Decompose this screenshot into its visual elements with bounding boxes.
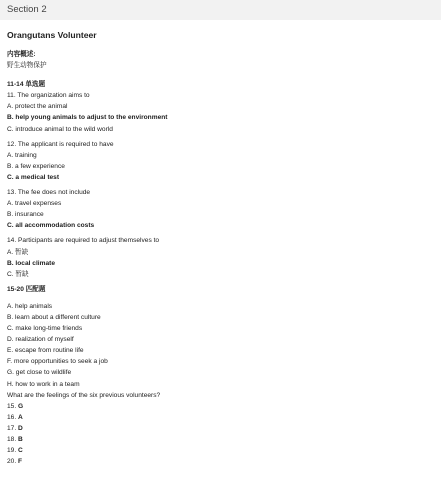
question-option: C. introduce animal to the wild world [7,125,113,133]
part2-answer-list [7,401,435,468]
part1-header: 11-14 单选题 [7,81,46,89]
answer-value: F [18,458,23,466]
summary-label: 内容概述: [7,51,36,58]
question-block [7,235,435,279]
question-stem: 13. The fee does not include [7,189,91,197]
question-stem: 12. The applicant is required to have [7,140,114,148]
answer-value: B [18,436,23,443]
answer-number: 16. [7,413,17,421]
summary-text: 野生动物保护 [7,62,47,70]
section-title: Section 2 [7,4,47,15]
answer-row [7,412,435,423]
matching-option: A. help animals [7,302,53,310]
answer-row [7,434,435,445]
answer-row [7,445,435,456]
matching-option: G. get close to wildlife [7,369,72,377]
answer-number: 17. [7,424,17,432]
question-block [7,187,435,231]
answer-value: A [18,413,23,421]
matching-option: F. more opportunities to seek a job [7,358,108,366]
question-stem: 11. The organization aims to [7,92,90,100]
section-header [0,0,441,20]
matching-option: B. learn about a different culture [7,313,101,321]
question-option: A. 暂缺 [7,248,29,256]
document-title: Orangutans Volunteer [7,30,97,40]
question-stem: 14. Participants are required to adjust themselves to [7,237,160,245]
answer-value: C [18,447,23,455]
document-content [7,30,435,467]
answer-row [7,456,435,467]
question-option: C. 暂缺 [7,270,29,278]
question-block [7,139,435,183]
matching-option: H. how to work in a team [7,380,80,388]
part2-header: 15-20 匹配题 [7,285,46,293]
correct-option: C. all accommodation costs [7,222,95,230]
question-option: B. insurance [7,211,44,219]
question-block [7,90,435,134]
answer-row [7,423,435,434]
answer-value: G [18,402,24,410]
part2-question: What are the feelings of the six previous volunteers? [7,391,161,399]
answer-row [7,401,435,412]
matching-option: C. make long-time friends [7,325,83,333]
matching-option: E. escape from routine life [7,347,84,355]
question-option: A. travel expenses [7,200,62,208]
answer-number: 19. [7,447,17,455]
question-option: A. protect the animal [7,103,68,111]
answer-number: 18. [7,436,17,443]
question-option: B. a few experience [7,162,65,170]
correct-option: C. a medical test [7,173,60,181]
matching-option: D. realization of myself [7,336,74,344]
question-option: A. training [7,151,37,159]
part2-option-list [7,301,435,390]
answer-number: 15. [7,402,17,410]
part1-question-list [7,90,435,280]
correct-option: B. local climate [7,259,56,267]
answer-value: D [18,424,23,432]
correct-option: B. help young animals to adjust to the environment [7,114,168,122]
answer-number: 20. [7,458,17,466]
